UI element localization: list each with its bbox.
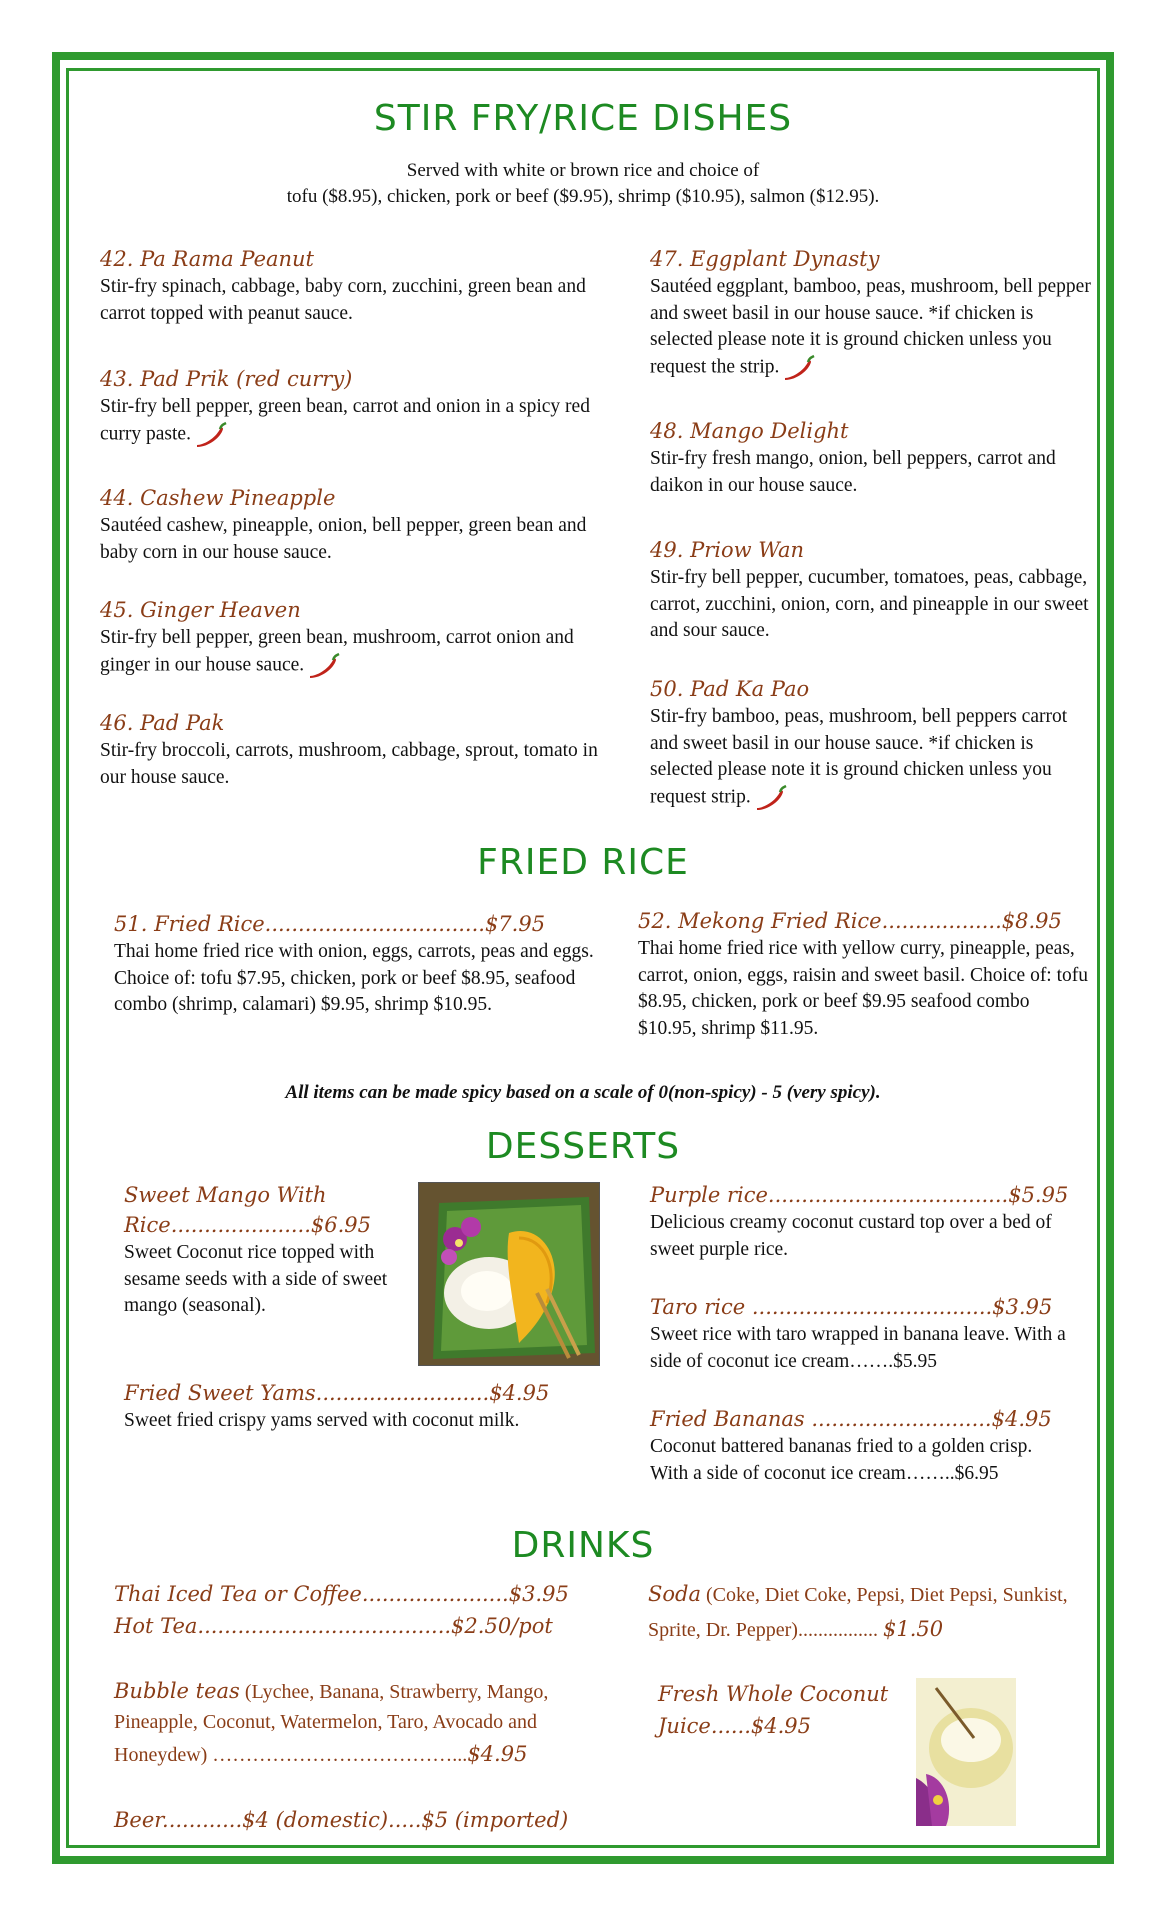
item-desc: Stir-fry broccoli, carrots, mushroom, cabbage, sprout, tomato in our house sauce. bbox=[100, 740, 598, 788]
drinks-title: DRINKS bbox=[511, 1525, 655, 1566]
drinks-tea-coffee bbox=[114, 1578, 614, 1642]
item-name: 43. Pad Prik (red curry) bbox=[100, 367, 353, 391]
desserts-title: DESSERTS bbox=[485, 1126, 681, 1167]
soda-price: $1.50 bbox=[882, 1617, 944, 1641]
item-desc: Thai home fried rice with yellow curry, pineapple, peas, carrot, onion, eggs, raisin and sweet basil. Choice of: tofu $8.95, chicken, pork or beef $9.95 seafood combo $10.95, shrimp $11.95. bbox=[638, 938, 1089, 1039]
menu-item-51 bbox=[114, 909, 594, 1019]
drinks-beer bbox=[114, 1804, 634, 1836]
menu-item-52 bbox=[638, 906, 1088, 1042]
item-desc: Coconut battered bananas fried to a golden crisp. With a side of coconut ice cream……..$6.95 bbox=[650, 1436, 1033, 1484]
dessert-fried-sweet-yams bbox=[124, 1378, 604, 1435]
item-name: 48. Mango Delight bbox=[650, 419, 849, 443]
item-desc: Stir-fry bamboo, peas, mushroom, bell peppers carrot and sweet basil in our house sauce. *if chicken is selected please note it is ground chicken unless you request strip. bbox=[650, 706, 1068, 807]
bubble-teas-label: Bubble teas bbox=[114, 1679, 240, 1703]
item-desc: Stir-fry spinach, cabbage, baby corn, zucchini, green bean and carrot topped with peanut sauce. bbox=[100, 276, 586, 324]
chili-pepper-icon bbox=[193, 421, 227, 449]
item-name: 52. Mekong Fried Rice..................$8.95 bbox=[638, 909, 1062, 933]
item-desc: Sweet rice with taro wrapped in banana leave. With a side of coconut ice cream…….$5.95 bbox=[650, 1324, 1066, 1372]
coconut-image bbox=[916, 1678, 1016, 1826]
drinks-coconut bbox=[658, 1678, 918, 1742]
coconut-line1: Fresh Whole Coconut bbox=[658, 1682, 889, 1706]
item-desc: Sweet fried crispy yams served with coconut milk. bbox=[124, 1410, 520, 1431]
menu-item-44 bbox=[100, 483, 600, 566]
stir-fry-title: STIR FRY/RICE DISHES bbox=[373, 98, 793, 139]
bubble-teas-flavors: (Lychee, Banana, Strawberry, Mango, Pineapple, Coconut, Watermelon, Taro, Avocado and Honeydew) ………………………………... bbox=[114, 1681, 549, 1766]
item-name-line2: Rice.....................$6.95 bbox=[124, 1213, 372, 1237]
item-name: Fried Bananas ...........................$4.95 bbox=[650, 1407, 1052, 1431]
drinks-soda bbox=[648, 1578, 1088, 1648]
menu-item-47 bbox=[650, 244, 1100, 382]
item-desc: Stir-fry bell pepper, green bean, mushroom, carrot onion and ginger in our house sauce. bbox=[100, 627, 574, 675]
beer: Beer............$4 (domestic).....$5 (imported) bbox=[114, 1808, 569, 1832]
chili-pepper-icon bbox=[781, 354, 815, 382]
coconut-line2: Juice......$4.95 bbox=[658, 1714, 812, 1738]
stir-fry-subtitle-1: Served with white or brown rice and choice of bbox=[406, 160, 760, 181]
item-desc: Sautéed eggplant, bamboo, peas, mushroom, bell pepper and sweet basil in our house sauce. *if chicken is selected please note it is ground chicken unless you request the strip. bbox=[650, 276, 1091, 377]
menu-item-42 bbox=[100, 244, 600, 327]
item-desc: Stir-fry bell pepper, green bean, carrot and onion in a spicy red curry paste. bbox=[100, 396, 590, 444]
fried-rice-title: FRIED RICE bbox=[477, 842, 689, 883]
item-name-line1: Sweet Mango With bbox=[124, 1183, 327, 1207]
item-name: 50. Pad Ka Pao bbox=[650, 677, 810, 701]
item-desc: Delicious creamy coconut custard top over a bed of sweet purple rice. bbox=[650, 1212, 1052, 1260]
item-name: 46. Pad Pak bbox=[100, 711, 225, 735]
item-name: 49. Priow Wan bbox=[650, 538, 805, 562]
spicy-scale-note: All items can be made spicy based on a scale of 0(non-spicy) - 5 (very spicy). bbox=[285, 1082, 881, 1103]
item-desc: Stir-fry fresh mango, onion, bell peppers, carrot and daikon in our house sauce. bbox=[650, 448, 1056, 496]
item-name: Taro rice ....................................$3.95 bbox=[650, 1295, 1053, 1319]
dessert-sweet-mango bbox=[124, 1180, 414, 1320]
chili-pepper-icon bbox=[306, 652, 340, 680]
menu-item-46 bbox=[100, 708, 600, 791]
menu-item-45 bbox=[100, 595, 600, 680]
mango-rice-photo bbox=[418, 1182, 600, 1366]
chili-pepper-icon bbox=[753, 784, 787, 812]
bubble-teas-price: $4.95 bbox=[467, 1742, 528, 1766]
item-name: 45. Ginger Heaven bbox=[100, 598, 301, 622]
soda-options: (Coke, Diet Coke, Pepsi, Diet Pepsi, Sunkist, Sprite, Dr. Pepper)................ bbox=[648, 1584, 1068, 1641]
item-desc: Sweet Coconut rice topped with sesame seeds with a side of sweet mango (seasonal). bbox=[124, 1242, 388, 1316]
dessert-purple-rice bbox=[650, 1180, 1100, 1263]
item-name: 47. Eggplant Dynasty bbox=[650, 247, 880, 271]
item-name: Fried Sweet Yams..........................$4.95 bbox=[124, 1381, 550, 1405]
stir-fry-subtitle-2: tofu ($8.95), chicken, pork or beef ($9.95), shrimp ($10.95), salmon ($12.95). bbox=[286, 186, 880, 207]
coconut-photo bbox=[916, 1678, 1016, 1826]
menu-item-49 bbox=[650, 535, 1100, 645]
item-desc: Stir-fry bell pepper, cucumber, tomatoes, peas, cabbage, carrot, zucchini, onion, corn, and pineapple in our sweet and sour sauce. bbox=[650, 567, 1089, 641]
soda-label: Soda bbox=[648, 1582, 701, 1606]
mango-rice-image bbox=[419, 1183, 599, 1365]
dessert-taro-rice bbox=[650, 1292, 1100, 1375]
hot-tea: Hot Tea......................................$2.50/pot bbox=[114, 1614, 553, 1638]
item-name: 44. Cashew Pineapple bbox=[100, 486, 336, 510]
item-desc: Thai home fried rice with onion, eggs, carrots, peas and eggs. Choice of: tofu $7.95, chicken, pork or beef $8.95, seafood combo (shrimp, calamari) $9.95, shrimp $10.95. bbox=[114, 941, 594, 1015]
drinks-bubble-teas bbox=[114, 1675, 614, 1771]
menu-item-50 bbox=[650, 674, 1100, 812]
item-name: Purple rice....................................$5.95 bbox=[650, 1183, 1069, 1207]
item-name: 51. Fried Rice.................................$7.95 bbox=[114, 912, 546, 936]
thai-iced-tea: Thai Iced Tea or Coffee......................$3.95 bbox=[114, 1582, 569, 1606]
menu-item-48 bbox=[650, 416, 1100, 499]
item-desc: Sautéed cashew, pineapple, onion, bell pepper, green bean and baby corn in our house sauce. bbox=[100, 515, 587, 563]
item-name: 42. Pa Rama Peanut bbox=[100, 247, 314, 271]
dessert-fried-bananas bbox=[650, 1404, 1070, 1487]
menu-item-43 bbox=[100, 364, 600, 449]
